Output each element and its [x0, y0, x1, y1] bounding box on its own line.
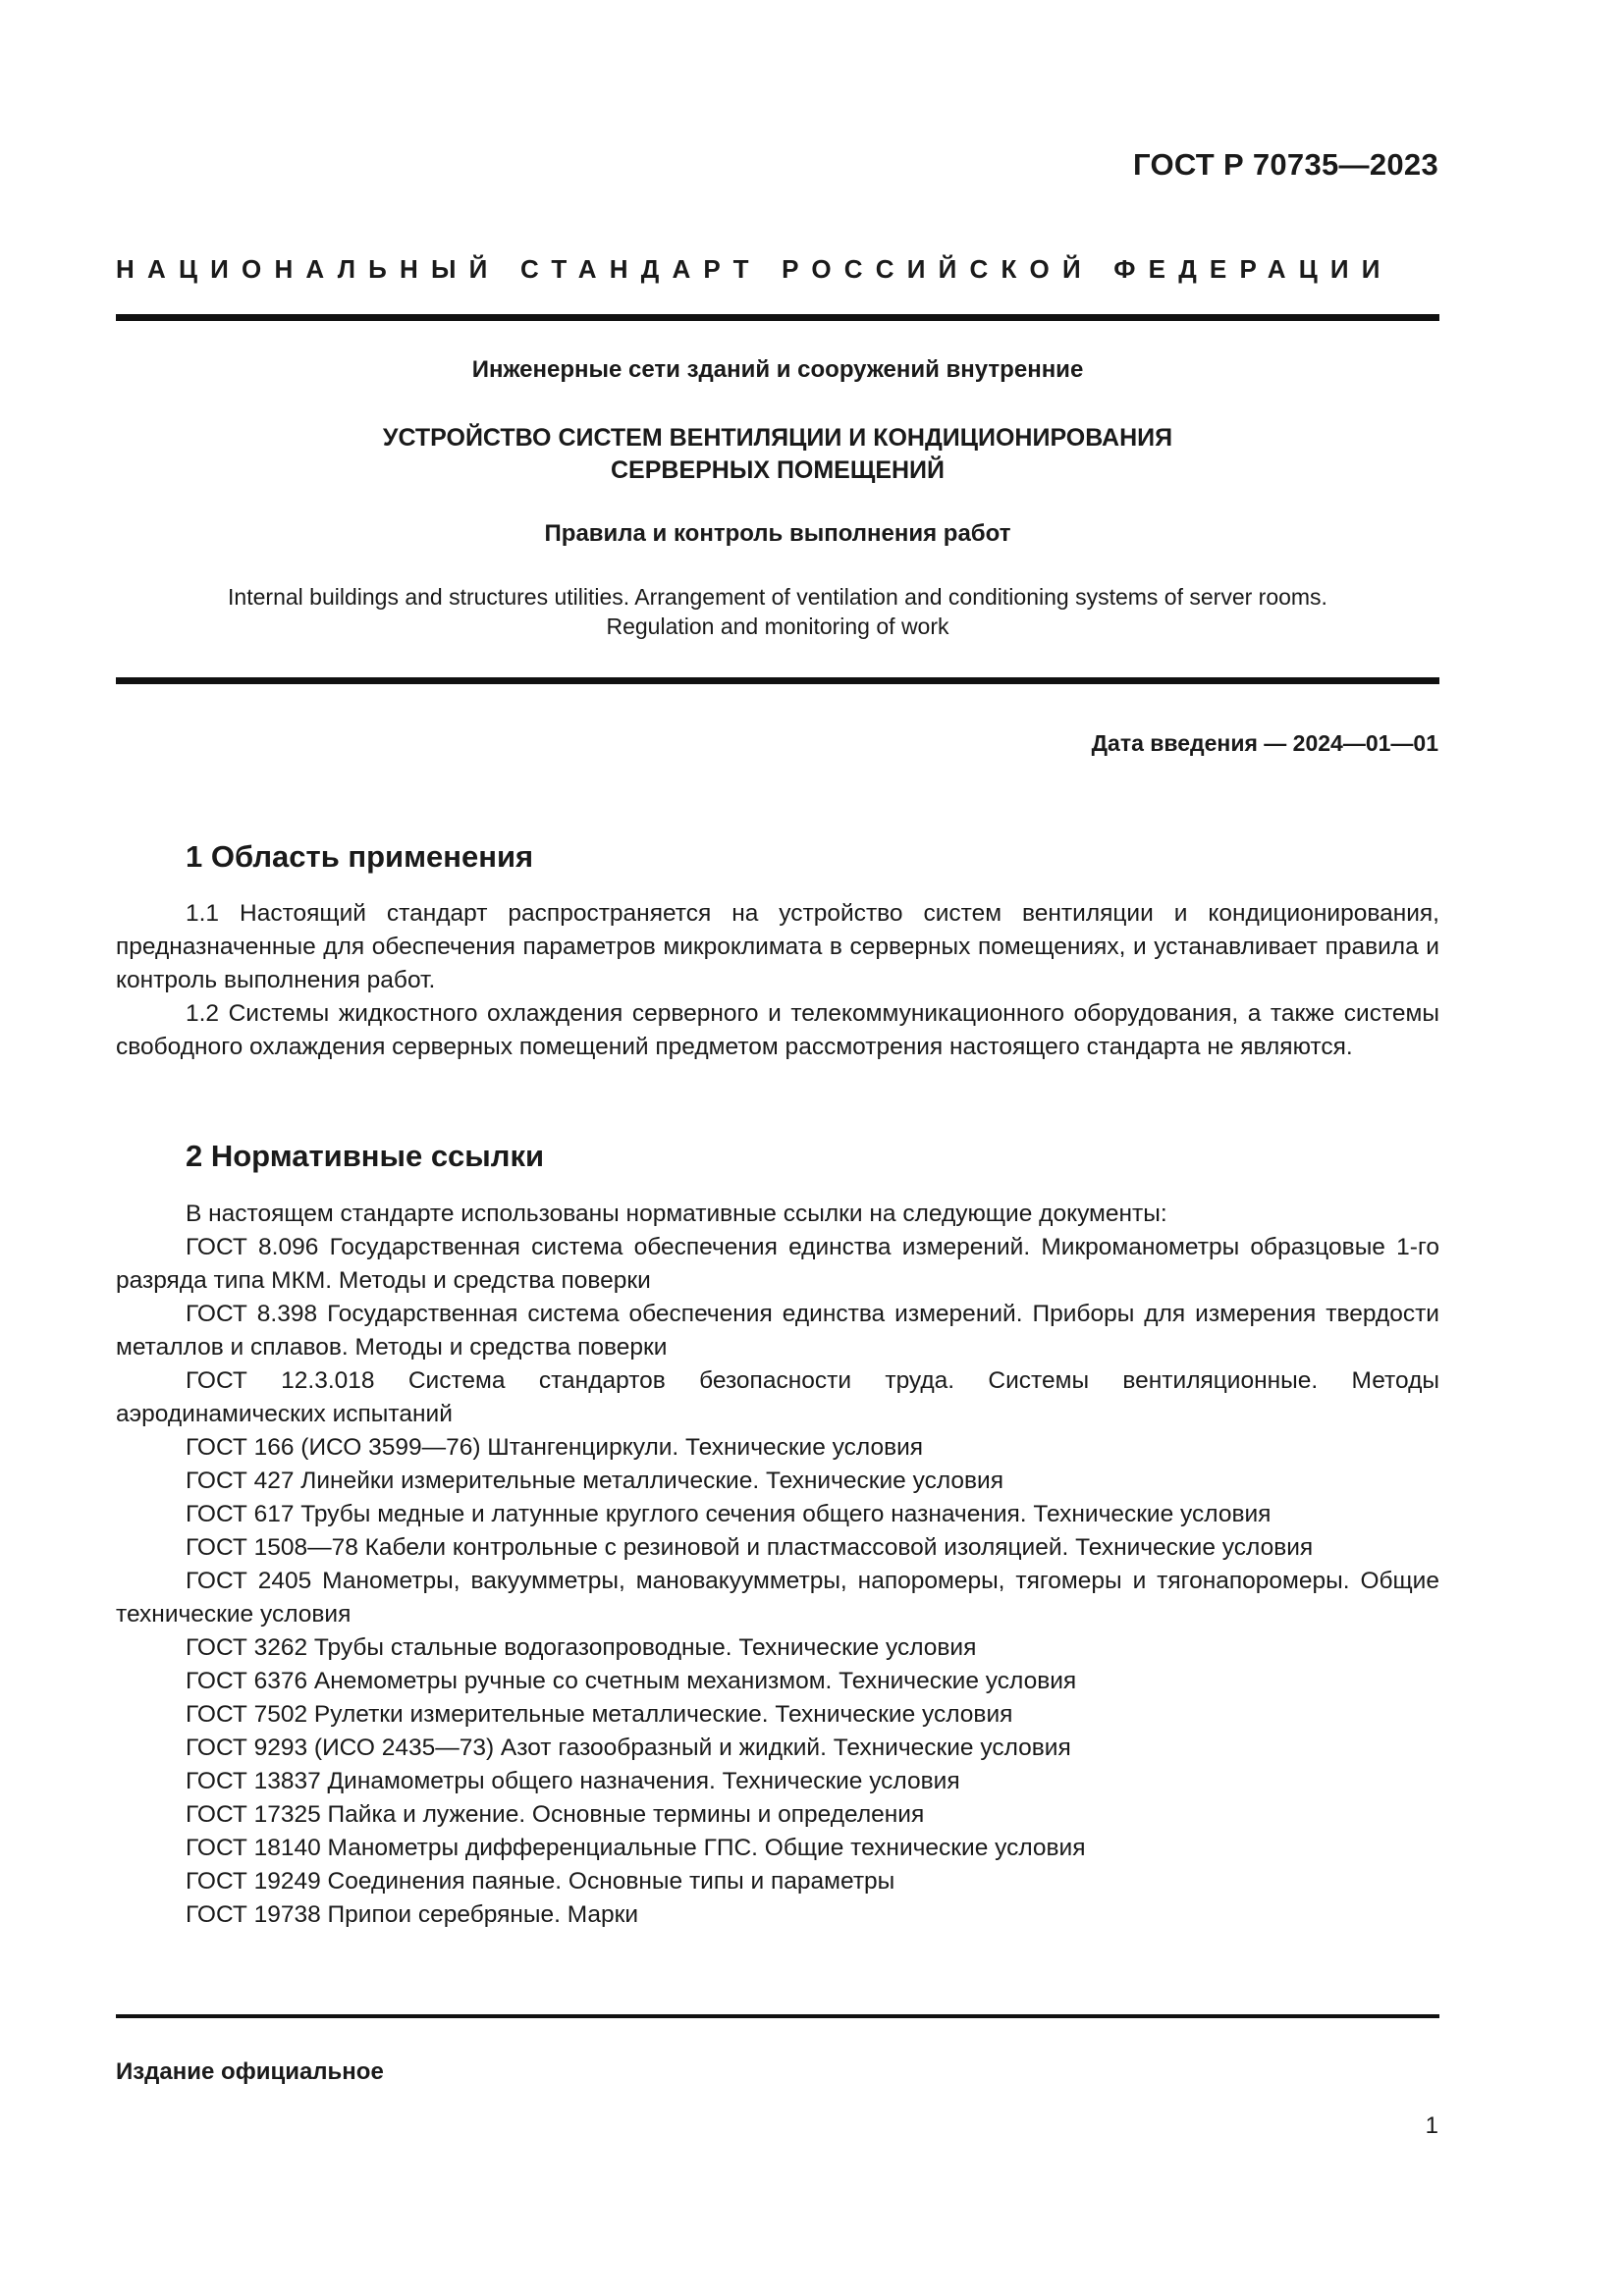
- standard-subtitle: Правила и контроль выполнения работ: [544, 520, 1011, 547]
- reference-item: ГОСТ 427 Линейки измерительные металлические. Технические условия: [186, 1468, 1003, 1494]
- official-edition-label: Издание официальное: [116, 2058, 384, 2085]
- section-2-body: [116, 1198, 1439, 1932]
- introduction-date: Дата введения — 2024—01—01: [1091, 730, 1438, 756]
- title-bottom-divider: [116, 677, 1439, 684]
- main-title-line-2: СЕРВЕРНЫХ ПОМЕЩЕНИЙ: [610, 456, 945, 484]
- standard-group-title: Инженерные сети зданий и сооружений внутренние: [471, 356, 1084, 383]
- english-title: [116, 582, 1439, 641]
- top-divider: [116, 314, 1439, 321]
- paragraph-1-2: 1.2 Системы жидкостного охлаждения серверного и телекоммуникационного оборудования, а также системы свободного охлаждения серверных помещений предметом рассмотрения настоящего стандарта не являются.: [116, 1000, 1439, 1060]
- reference-item: ГОСТ 3262 Трубы стальные водогазопроводные. Технические условия: [186, 1634, 977, 1661]
- reference-item: ГОСТ 8.096 Государственная система обеспечения единства измерений. Микроманометры образцовые 1-го разряда типа МКМ. Методы и средства поверки: [116, 1234, 1439, 1294]
- reference-item: ГОСТ 7502 Рулетки измерительные металлические. Технические условия: [186, 1701, 1013, 1728]
- section-1-body: [116, 897, 1439, 1064]
- reference-item: ГОСТ 9293 (ИСО 2435—73) Азот газообразный и жидкий. Технические условия: [186, 1735, 1071, 1761]
- references-intro: В настоящем стандарте использованы нормативные ссылки на следующие документы:: [186, 1201, 1167, 1227]
- reference-item: ГОСТ 617 Трубы медные и латунные круглого сечения общего назначения. Технические условия: [186, 1501, 1272, 1527]
- reference-item: ГОСТ 13837 Динамометры общего назначения. Технические условия: [186, 1768, 960, 1794]
- reference-item: ГОСТ 12.3.018 Система стандартов безопасности труда. Системы вентиляционные. Методы аэродинамических испытаний: [116, 1367, 1439, 1427]
- reference-item: ГОСТ 19738 Припои серебряные. Марки: [186, 1901, 639, 1928]
- standard-designation: ГОСТ Р 70735—2023: [1133, 147, 1438, 182]
- reference-item: ГОСТ 2405 Манометры, вакуумметры, мановакуумметры, напоромеры, тягомеры и тягонапоромеры. Общие технические условия: [116, 1568, 1439, 1628]
- standard-main-title: [116, 422, 1439, 487]
- reference-item: ГОСТ 19249 Соединения паяные. Основные типы и параметры: [186, 1868, 895, 1895]
- reference-item: ГОСТ 1508—78 Кабели контрольные с резиновой и пластмассовой изоляцией. Технические условия: [186, 1534, 1314, 1561]
- section-1-heading: 1 Область применения: [186, 839, 534, 874]
- english-title-line-1: Internal buildings and structures utilities. Arrangement of ventilation and conditioning systems of server rooms.: [228, 584, 1327, 610]
- national-standard-banner: НАЦИОНАЛЬНЫЙ СТАНДАРТ РОССИЙСКОЙ ФЕДЕРАЦИИ: [116, 254, 1393, 284]
- english-title-line-2: Regulation and monitoring of work: [606, 614, 949, 639]
- main-title-line-1: УСТРОЙСТВО СИСТЕМ ВЕНТИЛЯЦИИ И КОНДИЦИОНИРОВАНИЯ: [382, 424, 1173, 452]
- reference-item: ГОСТ 6376 Анемометры ручные со счетным механизмом. Технические условия: [186, 1668, 1077, 1694]
- reference-item: ГОСТ 166 (ИСО 3599—76) Штангенциркули. Технические условия: [186, 1434, 924, 1461]
- paragraph-1-1: 1.1 Настоящий стандарт распространяется на устройство систем вентиляции и кондиционирования, предназначенные для обеспечения параметров микроклимата в серверных помещениях, и устанавливает правила и контроль выполнения работ.: [116, 900, 1439, 993]
- reference-item: ГОСТ 8.398 Государственная система обеспечения единства измерений. Приборы для измерения твердости металлов и сплавов. Методы и средства поверки: [116, 1301, 1439, 1361]
- page-number: 1: [1425, 2112, 1438, 2139]
- section-2-heading: 2 Нормативные ссылки: [186, 1139, 545, 1173]
- footer-divider: [116, 2014, 1439, 2018]
- reference-item: ГОСТ 18140 Манометры дифференциальные ГПС. Общие технические условия: [186, 1835, 1086, 1861]
- reference-item: ГОСТ 17325 Пайка и лужение. Основные термины и определения: [186, 1801, 925, 1828]
